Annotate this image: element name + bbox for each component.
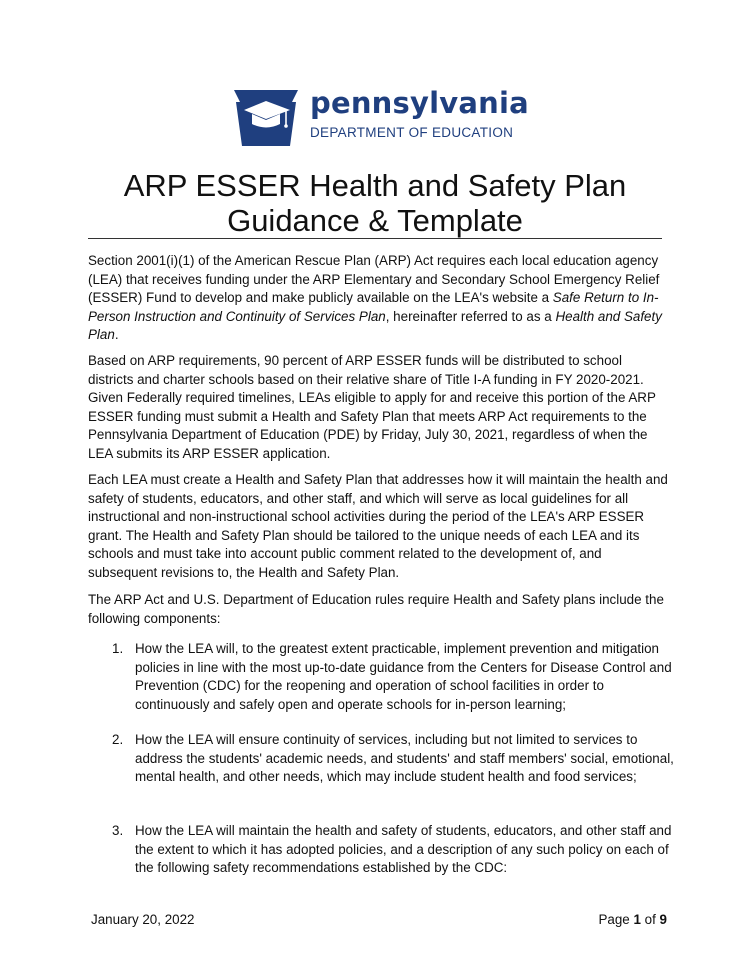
footer-page-number [598, 912, 667, 927]
page-of: of [644, 912, 656, 927]
p1-health-safety-plan: Health and Safety Plan [88, 308, 662, 343]
list-item-text: How the LEA will ensure continuity of services, including but not limited to services to address the students' academic needs, and students' and staff members' social, emotional, mental health, and other needs, which may include student health and food services; [135, 732, 674, 785]
list-item-number: 3. [112, 823, 124, 838]
keystone-graduation-cap-icon [230, 84, 302, 154]
document-title-line-2: Guidance & Template [227, 203, 523, 238]
list-item-text: How the LEA will maintain the health and safety of students, educators, and other staff and the extent to which it has adopted policies, and a description of any such policy on each of the following safety recommendations established by the CDC: [135, 823, 672, 876]
pde-logo [230, 84, 529, 154]
p1-plan-name: Safe Return to In-Person Instruction and Continuity of Services Plan [88, 290, 659, 324]
page-current: 1 [633, 912, 641, 927]
p1-text-mid: , hereinafter referred to as a [385, 308, 556, 324]
page-word: Page [598, 912, 630, 927]
list-item-number: 2. [112, 732, 124, 747]
logo-state-name: pennsylvania [310, 86, 529, 120]
paragraph-plan-creation: Each LEA must create a Health and Safety Plan that addresses how it will maintain the health and safety of students, educators, and other staff, and which will serve as local guidelines for all instructional and non-instructional school activities during the period of the LEA's ARP ESSER grant. The Health and Safety Plan should be tailored to the unique needs of each LEA and its schools and must take into account public comment related to the development of, and subsequent revisions to, the Health and Safety Plan. [88, 472, 668, 580]
p1-text-end: . [114, 327, 119, 343]
list-item-number: 1. [112, 641, 124, 656]
document-title-line-1: ARP ESSER Health and Safety Plan [123, 168, 627, 203]
paragraph-funding-requirements: Based on ARP requirements, 90 percent of ARP ESSER funds will be distributed to school districts and charter schools based on their relative share of Title I-A funding in FY 2020-2021. Given Federally required timelines, LEAs eligible to apply for and receive this portion of the ARP ESSER funding must submit a Health and Safety Plan that meets ARP Act requirements to the Pennsylvania Department of Education (PDE) by Friday, July 30, 2021, regardless of when the LEA submits its ARP ESSER application. [88, 353, 656, 461]
footer-date: January 20, 2022 [91, 912, 195, 927]
page-total: 9 [659, 912, 667, 927]
paragraph-components-intro: The ARP Act and U.S. Department of Education rules require Health and Safety plans include the following components: [88, 592, 664, 626]
p1-text-start: Section 2001(i)(1) of the American Rescue Plan (ARP) Act requires each local education agency (LEA) that receives funding under the ARP Elementary and Secondary School Emergency Relief (ESSER) Fund to develop and make publicly available on the LEA's website a [88, 253, 660, 306]
logo-department-name: DEPARTMENT OF EDUCATION [310, 125, 514, 140]
list-item-text: How the LEA will, to the greatest extent practicable, implement prevention and mitigation policies in line with the most up-to-date guidance from the Centers for Disease Control and Prevention (CDC) for the reopening and operation of school facilities in order to continuously and safely open and operate schools for in-person learning; [135, 641, 672, 712]
title-divider [88, 238, 662, 239]
paragraph-arp-section [88, 252, 668, 345]
